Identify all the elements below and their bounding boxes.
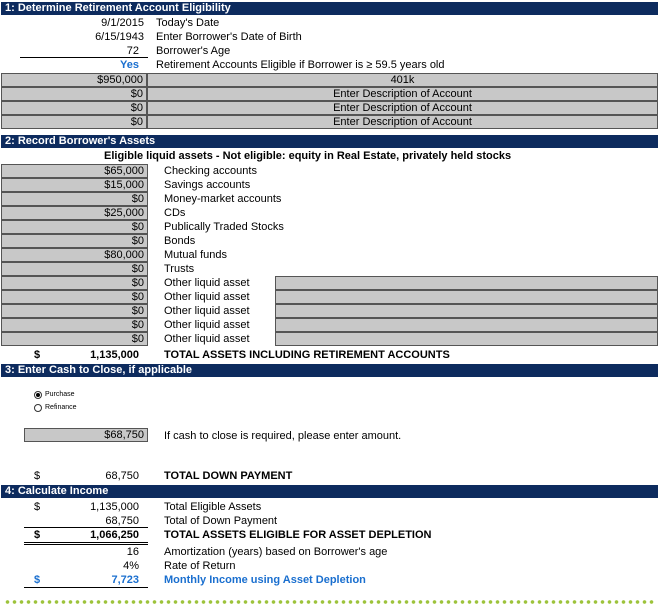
rate-of-return-label: Rate of Return	[164, 560, 236, 572]
divider	[24, 587, 148, 588]
asset-amount-other-4[interactable]: $0	[1, 318, 148, 332]
total-assets-currency: $	[34, 349, 41, 361]
down-payment-value: 68,750	[105, 470, 139, 482]
asset-label-other-4: Other liquid asset	[164, 319, 250, 331]
total-assets-value: 1,135,000	[90, 349, 139, 361]
asset-amount-mutual-funds[interactable]: $80,000	[1, 248, 148, 262]
asset-amount-stocks[interactable]: $0	[1, 220, 148, 234]
borrower-age-label: Borrower's Age	[156, 45, 231, 57]
asset-label-trusts: Trusts	[164, 263, 195, 275]
asset-amount-other-1[interactable]: $0	[1, 276, 148, 290]
retirement-account-amount-4[interactable]: $0	[1, 115, 147, 129]
birth-date-label: Enter Borrower's Date of Birth	[156, 31, 302, 43]
section3-header: 3: Enter Cash to Close, if applicable	[1, 364, 658, 377]
divider	[20, 57, 148, 58]
section2-header: 2: Record Borrower's Assets	[1, 135, 658, 148]
other-asset-description-2[interactable]	[275, 290, 658, 304]
borrower-age-value: 72	[126, 45, 139, 57]
depletion-assets-value: 1,066,250	[90, 529, 139, 541]
eligible-assets-value: 1,135,000	[90, 501, 139, 513]
asset-label-other-1: Other liquid asset	[164, 277, 250, 289]
retirement-account-desc-3[interactable]: Enter Description of Account	[147, 101, 658, 115]
amortization-label: Amortization (years) based on Borrower's age	[164, 546, 388, 558]
other-asset-description-3[interactable]	[275, 304, 658, 318]
asset-label-cds: CDs	[164, 207, 186, 219]
eligible-assets-currency: $	[34, 501, 41, 513]
divider	[24, 527, 148, 528]
refinance-radio-label: Refinance	[45, 404, 77, 411]
asset-label-mutual-funds: Mutual funds	[164, 249, 227, 261]
other-asset-description-1[interactable]	[275, 276, 658, 290]
retirement-account-amount-1[interactable]: $950,000	[1, 73, 147, 87]
down-payment-currency: $	[34, 470, 41, 482]
asset-label-other-2: Other liquid asset	[164, 291, 250, 303]
dotted-border-decoration	[4, 598, 654, 606]
asset-label-money-market: Money-market accounts	[164, 193, 282, 205]
monthly-income-value: 7,723	[111, 574, 139, 586]
retirement-account-amount-3[interactable]: $0	[1, 101, 147, 115]
asset-label-other-5: Other liquid asset	[164, 333, 250, 345]
todays-date-value: 9/1/2015	[101, 17, 144, 29]
refinance-radio[interactable]	[34, 404, 42, 412]
asset-label-bonds: Bonds	[164, 235, 196, 247]
retirement-account-desc-1[interactable]: 401k	[147, 73, 658, 87]
amortization-value: 16	[126, 546, 139, 558]
divider	[24, 542, 148, 543]
section4-header: 4: Calculate Income	[1, 485, 658, 498]
asset-amount-cds[interactable]: $25,000	[1, 206, 148, 220]
todays-date-label: Today's Date	[156, 17, 220, 29]
other-asset-description-4[interactable]	[275, 318, 658, 332]
birth-date-field[interactable]: 6/15/1943	[95, 31, 144, 43]
eligible-assets-subheading: Eligible liquid assets - Not eligible: equity in Real Estate, privately held stocks	[104, 150, 512, 162]
asset-amount-checking[interactable]: $65,000	[1, 164, 148, 178]
retirement-account-amount-2[interactable]: $0	[1, 87, 147, 101]
asset-label-other-3: Other liquid asset	[164, 305, 250, 317]
retirement-account-desc-2[interactable]: Enter Description of Account	[147, 87, 658, 101]
asset-amount-savings[interactable]: $15,000	[1, 178, 148, 192]
eligible-assets-label: Total Eligible Assets	[164, 501, 262, 513]
total-assets-label: TOTAL ASSETS INCLUDING RETIREMENT ACCOUNTS	[164, 349, 450, 361]
depletion-assets-label: TOTAL ASSETS ELIGIBLE FOR ASSET DEPLETION	[164, 529, 432, 541]
purchase-radio[interactable]	[34, 391, 42, 399]
down-payment-subtotal-value: 68,750	[105, 515, 139, 527]
asset-amount-other-3[interactable]: $0	[1, 304, 148, 318]
eligibility-label: Retirement Accounts Eligible if Borrower is ≥ 59.5 years old	[156, 59, 445, 71]
down-payment-label: TOTAL DOWN PAYMENT	[164, 470, 293, 482]
retirement-account-desc-4[interactable]: Enter Description of Account	[147, 115, 658, 129]
monthly-income-currency: $	[34, 574, 41, 586]
divider	[24, 544, 148, 545]
asset-amount-trusts[interactable]: $0	[1, 262, 148, 276]
asset-amount-other-5[interactable]: $0	[1, 332, 148, 346]
purchase-radio-label: Purchase	[45, 391, 75, 398]
rate-of-return-value: 4%	[123, 560, 139, 572]
cash-to-close-input[interactable]: $68,750	[24, 428, 148, 442]
depletion-assets-currency: $	[34, 529, 41, 541]
asset-amount-bonds[interactable]: $0	[1, 234, 148, 248]
cash-to-close-label: If cash to close is required, please enter amount.	[164, 430, 402, 442]
other-asset-description-5[interactable]	[275, 332, 658, 346]
down-payment-subtotal-label: Total of Down Payment	[164, 515, 278, 527]
asset-label-stocks: Publically Traded Stocks	[164, 221, 284, 233]
asset-amount-money-market[interactable]: $0	[1, 192, 148, 206]
monthly-income-label: Monthly Income using Asset Depletion	[164, 574, 366, 586]
asset-label-savings: Savings accounts	[164, 179, 251, 191]
asset-amount-other-2[interactable]: $0	[1, 290, 148, 304]
section1-header: 1: Determine Retirement Account Eligibility	[1, 2, 658, 15]
eligibility-value: Yes	[120, 59, 139, 71]
asset-label-checking: Checking accounts	[164, 165, 257, 177]
